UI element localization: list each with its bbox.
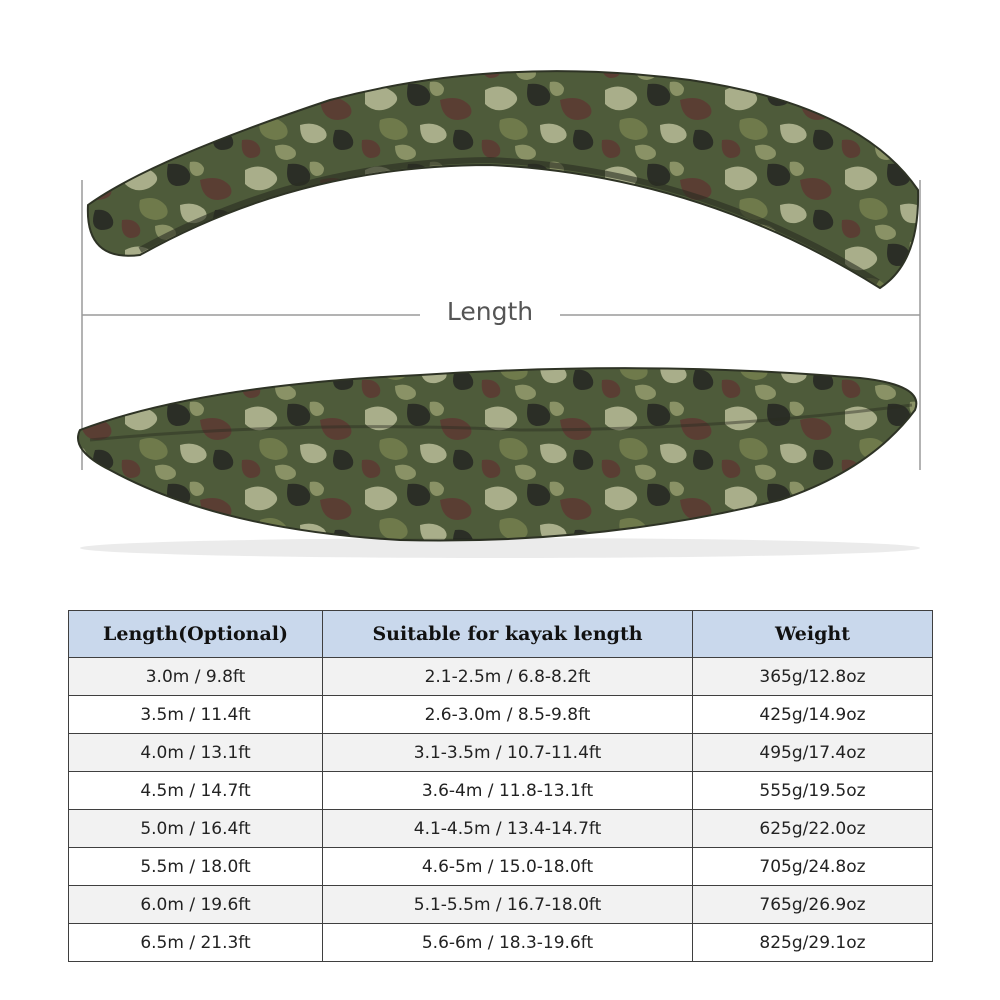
cell-weight: 705g/24.8oz [693, 848, 933, 886]
cell-length: 6.0m / 19.6ft [69, 886, 323, 924]
table-row [69, 810, 933, 848]
table-row [69, 772, 933, 810]
cell-length: 3.0m / 9.8ft [69, 658, 323, 696]
cell-weight: 365g/12.8oz [693, 658, 933, 696]
header-length: Length(Optional) [69, 611, 323, 658]
table-header [69, 611, 933, 658]
header-suitable-length: Suitable for kayak length [323, 611, 693, 658]
length-dimension-label: Length [420, 292, 560, 332]
size-table [68, 610, 933, 962]
cell-weight: 625g/22.0oz [693, 810, 933, 848]
cell-weight: 425g/14.9oz [693, 696, 933, 734]
cell-weight: 765g/26.9oz [693, 886, 933, 924]
top-view-cover [88, 71, 918, 288]
table-row [69, 924, 933, 962]
table-row [69, 658, 933, 696]
cell-suitable-length: 2.6-3.0m / 8.5-9.8ft [323, 696, 693, 734]
cell-length: 3.5m / 11.4ft [69, 696, 323, 734]
cell-length: 6.5m / 21.3ft [69, 924, 323, 962]
cell-suitable-length: 5.6-6m / 18.3-19.6ft [323, 924, 693, 962]
table-row [69, 886, 933, 924]
cell-weight: 495g/17.4oz [693, 734, 933, 772]
cell-suitable-length: 4.6-5m / 15.0-18.0ft [323, 848, 693, 886]
cell-length: 4.0m / 13.1ft [69, 734, 323, 772]
side-view-cover [78, 368, 916, 540]
cell-suitable-length: 4.1-4.5m / 13.4-14.7ft [323, 810, 693, 848]
table-row [69, 848, 933, 886]
cell-weight: 555g/19.5oz [693, 772, 933, 810]
table-body [69, 658, 933, 962]
cell-length: 5.0m / 16.4ft [69, 810, 323, 848]
header-weight: Weight [693, 611, 933, 658]
cell-suitable-length: 5.1-5.5m / 16.7-18.0ft [323, 886, 693, 924]
cell-suitable-length: 2.1-2.5m / 6.8-8.2ft [323, 658, 693, 696]
table-row [69, 696, 933, 734]
cell-length: 4.5m / 14.7ft [69, 772, 323, 810]
cell-suitable-length: 3.1-3.5m / 10.7-11.4ft [323, 734, 693, 772]
cell-suitable-length: 3.6-4m / 11.8-13.1ft [323, 772, 693, 810]
table-row [69, 734, 933, 772]
cell-weight: 825g/29.1oz [693, 924, 933, 962]
cell-length: 5.5m / 18.0ft [69, 848, 323, 886]
